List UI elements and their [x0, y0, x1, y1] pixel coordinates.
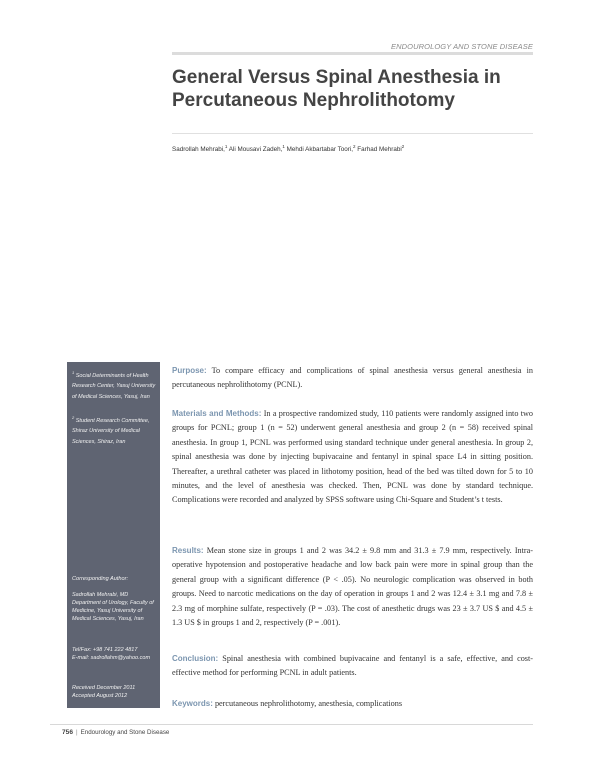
affiliation-mark: 2 — [72, 415, 75, 420]
footer-separator: | — [76, 729, 78, 736]
author-list — [172, 144, 532, 153]
corresponding-author-name: Sadrollah Mehrabi, MD — [72, 592, 129, 598]
methods-label: Materials and Methods: — [172, 409, 262, 418]
keywords-label: Keywords: — [172, 699, 213, 708]
author-affiliation-mark: 1 — [282, 144, 285, 149]
page-number: 756 — [62, 729, 74, 736]
abstract-keywords — [172, 697, 533, 711]
received-date: Received December 2011 — [72, 685, 136, 691]
footer-rule — [50, 724, 533, 725]
corresponding-author-address: Department of Urology, Faculty of Medicine, Yasuj University of Medical Sciences, Yasuj, Iran — [72, 600, 154, 622]
telephone: Tel/Fax: +98 741 222 4817 — [72, 647, 138, 653]
article-title: General Versus Spinal Anesthesia in Percutaneous Nephrolithotomy — [172, 67, 501, 111]
article-dates — [72, 684, 158, 700]
affiliation-text: Social Determinants of Health Research Center, Yasuj University of Medical Sciences, Yasuj, Iran — [72, 372, 156, 400]
results-label: Results: — [172, 546, 204, 555]
purpose-text: To compare efficacy and complications of spinal anesthesia versus general anesthesia in percutaneous nephrolithotomy (PCNL). — [172, 366, 533, 390]
abstract-purpose — [172, 364, 533, 393]
affiliation-mark: 1 — [72, 370, 75, 375]
corresponding-author-heading: Corresponding Author: — [72, 576, 129, 582]
contact-info — [72, 646, 158, 662]
title-rule — [172, 133, 533, 134]
author-name: Ali Mousavi Zadeh, — [228, 146, 283, 154]
author-name: Mehdi Akbartabar Toori, — [286, 146, 353, 154]
header-rule — [172, 52, 533, 55]
author-affiliation-mark: 1 — [224, 144, 228, 149]
corresponding-author — [72, 591, 158, 623]
section-label: ENDOUROLOGY AND STONE DISEASE — [391, 42, 533, 51]
abstract-conclusion — [172, 652, 533, 681]
keywords-text: percutaneous nephrolithotomy, anesthesia, complications — [214, 699, 403, 708]
accepted-date: Accepted August 2012 — [72, 693, 128, 699]
purpose-label: Purpose: — [172, 366, 207, 375]
abstract-methods — [172, 407, 533, 508]
conclusion-label: Conclusion: — [172, 654, 219, 663]
page-footer — [62, 729, 169, 736]
results-text: Mean stone size in groups 1 and 2 was 34.2 ± 9.8 mm and 31.3 ± 7.9 mm, respectively. Intra-operative hypotension and postoperative headache and low back pain were more in spinal group than the general group with a significant difference (P < .05). No neurologic complication was observed in both groups. Need to narcotic medications on the day of operation in groups 1 and 2 was 12.4 ± 3.1 mg and 7.8 ± 2.3 mg of morphine sulfate, respectively (P = .03). The cost of anesthetic drugs was 23 ± 3.7 US $ and 4.5 ± 1.3 US $ in groups 1 and 2, respectively (P = .001). — [172, 546, 533, 628]
email: E-mail: sadrollahm@yahoo.com — [72, 655, 151, 661]
author-affiliation-mark: 2 — [401, 144, 405, 149]
author-name: Farhad Mehrabi — [357, 146, 402, 154]
author-affiliation-mark: 2 — [353, 144, 356, 149]
abstract-results — [172, 544, 533, 630]
methods-text: In a prospective randomized study, 110 patients were randomly assigned into two groups for PCNL; group 1 (n = 52) underwent general anesthesia and group 2 (n = 58) received spinal anesthesia. In group 1, PCNL was performed using standard technique under general anesthesia. In group 2, spinal anesthesia was done by injecting bupivacaine and fentanyl in spinal space L4 in sitting position. Thereafter, a urethral catheter was placed in lithotomy position, head of the bed was tilted down for 5 to 10 minutes, and the level of anesthesia was checked. Then, PCNL was done by standard technique. Complications were recorded and analyzed by SPSS software using Chi-Square and Student’s t tests. — [172, 409, 533, 505]
affiliation-2 — [72, 413, 158, 447]
conclusion-text: Spinal anesthesia with combined bupivacaine and fentanyl is a safe, effective, and cost-effective method for performing PCNL in adult patients. — [172, 654, 533, 678]
journal-name: Endourology and Stone Disease — [80, 729, 170, 736]
affiliation-text: Student Research Committee, Shiraz University of Medical Sciences, Shiraz, Iran — [72, 417, 150, 445]
affiliation-1 — [72, 368, 158, 402]
author-name: Sadrollah Mehrabi, — [172, 146, 225, 154]
